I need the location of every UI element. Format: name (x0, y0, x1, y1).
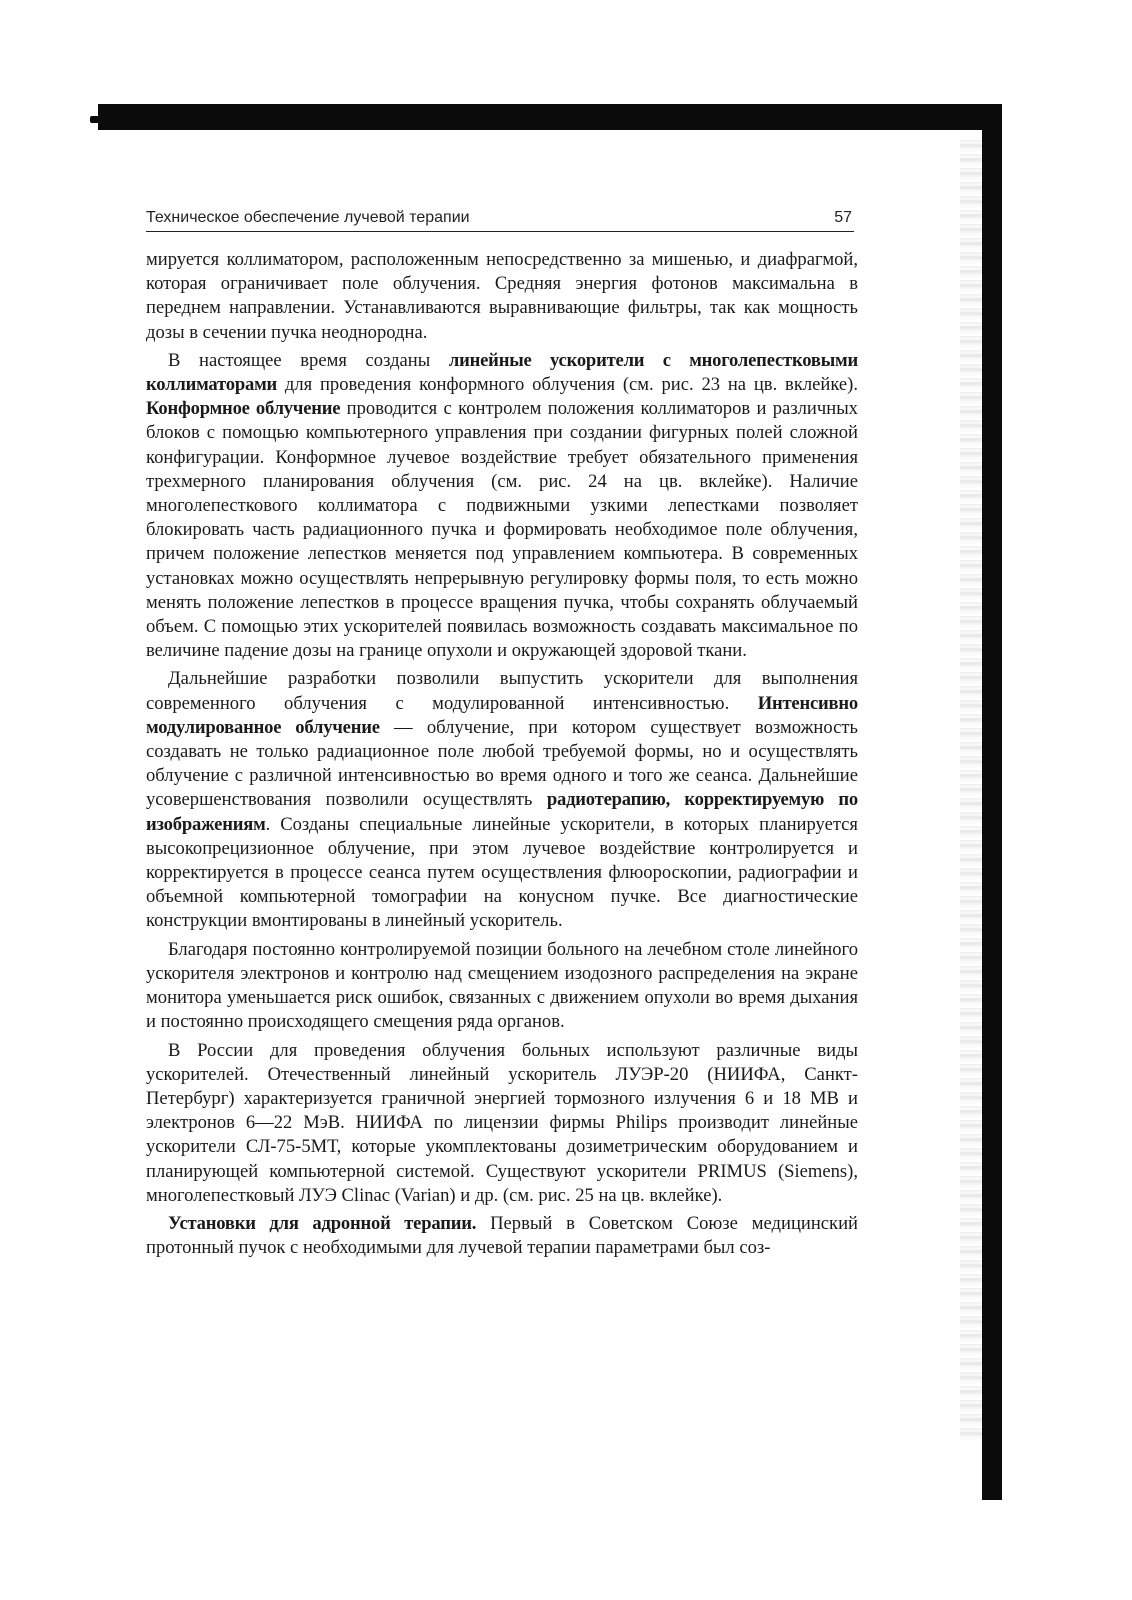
bold-term: радиотерапию, корректируемую по изображениям (146, 789, 858, 835)
text-run: В настоящее время созданы (168, 349, 449, 371)
text-run: Первый в Советском Союзе медицинский протонный пучок с необходимыми для лучевой терапии параметрами был соз- (146, 1212, 858, 1259)
page-number: 57 (834, 209, 852, 226)
bold-term: линейные ускорители с многолепестковыми коллиматорами (146, 349, 859, 396)
body-text (146, 248, 858, 1260)
running-head (146, 207, 854, 232)
paragraph-4 (146, 938, 858, 1035)
bold-term: Установки для адронной терапии. (168, 1212, 477, 1234)
text-run: для проведения конформного облучения (см. рис. 23 на цв. вклейке). (277, 374, 858, 396)
text-run: мируется коллиматором, расположенным непосредственно за мишенью, и диафрагмой, которая ограничивает поле облучения. Средняя энергия фотонов максимальна в переднем направлении. Устанавливаются выравнивающие фильтры, так как мощность дозы в сечении пучка неоднородна. (146, 249, 858, 343)
text-run: Дальнейшие разработки позволили выпустить ускорители для выполнения современного облучения с модулированной интенсивностью. (146, 668, 858, 714)
paragraph-2 (146, 349, 858, 664)
paragraph-6 (146, 1212, 858, 1260)
text-run: Благодаря постоянно контролируемой позиции больного на лечебном столе линейного ускорителя электронов и контролю над смещением изодозного распределения на экране монитора уменьшается риск ошибок, связанных с движением опухоли во время дыхания и постоянно происходящего смещения ряда органов. (146, 938, 858, 1033)
bold-term: Интенсивно модулированное облучение (146, 692, 858, 738)
scan-top-border (98, 104, 1002, 130)
bold-term: Конформное облучение (146, 398, 341, 420)
paragraph-1 (146, 248, 858, 345)
text-run: В России для проведения облучения больных используют различные виды ускорителей. Отечественный линейный ускоритель ЛУЭР-20 (НИИФА, Санкт-Петербург) характеризуется граничной энергией тормозного излучения 6 и 18 MB и электронов 6—22 МэВ. НИИФА по лицензии фирмы Philips производит линейные ускорители СЛ-75-5МТ, которые укомплектованы дозиметрическим оборудованием и планирующей компьютерной системой. Существуют ускорители PRIMUS (Siemens), многолепестковый ЛУЭ Clinac (Varian) и др. (см. рис. 25 на цв. вклейке). (146, 1039, 858, 1206)
text-run: . Созданы специальные линейные ускорители, в которых планируется высокопрецизионное облучение, при этом лучевое воздействие контролируется и корректируется в процессе сеанса путем осуществления флюороскопии, радиографии и объемной компьютерной томографии на конусном пучке. Все диагностические конструкции вмонтированы в линейный ускоритель. (146, 813, 858, 932)
text-run: — облучение, при котором существует возможность создавать не только радиационное поле любой требуемой формы, но и осуществлять облучение с различной интенсивностью во время одного и того же сеанса. Дальнейшие усовершенствования позволили осуществлять (146, 716, 858, 811)
running-head-title: Техническое обеспечение лучевой терапии (146, 209, 470, 226)
scan-right-border (982, 104, 1002, 1500)
text-run: проводится с контролем положения коллиматоров и различных блоков с помощью компьютерного управления при создании фигурных полей сложной конфигурации. Конформное лучевое воздействие требует обязательного применения трехмерного планирования облучения (см. рис. 24 на цв. вклейке). Наличие многолепесткового коллиматора с подвижными узкими лепестками позволяет блокировать часть радиационного пучка и формировать необходимое поле облучения, причем положение лепестков меняется под управлением компьютера. В современных установках можно осуществлять непрерывную регулировку формы поля, то есть можно менять положение лепестков в процессе вращения пучка, чтобы сохранять облучаемый объем. С помощью этих ускорителей появилась возможность создавать максимальное по величине падение дозы на границе опухоли и окружающей здоровой ткани. (146, 398, 858, 662)
paragraph-3 (146, 667, 858, 933)
paragraph-5 (146, 1039, 858, 1208)
scan-shadow (960, 140, 982, 1440)
